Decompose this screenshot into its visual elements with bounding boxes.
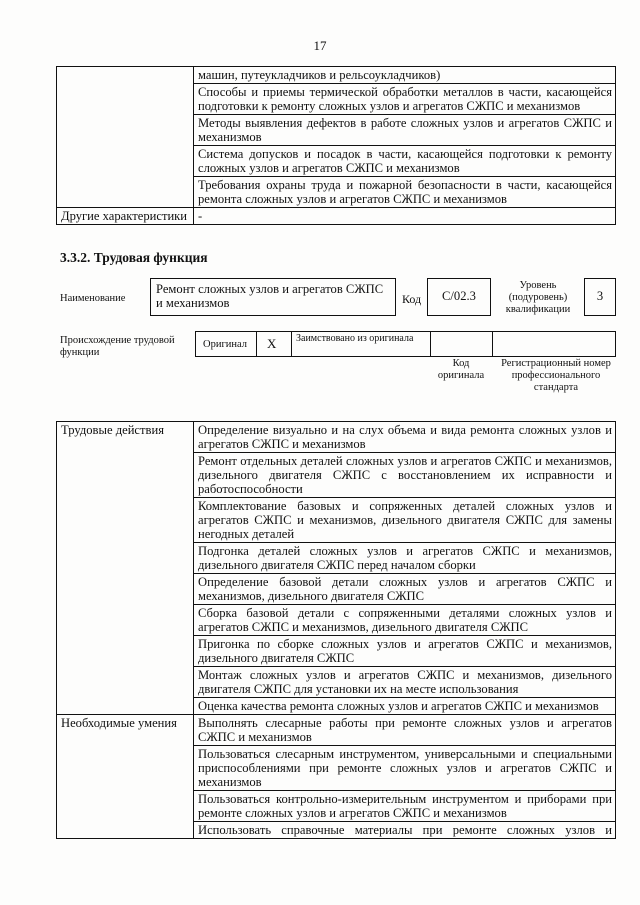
labor-function-table — [56, 421, 616, 839]
labor-action-item: Пригонка по сборке сложных узлов и агрегатов СЖПС и механизмов, дизельного двигателя СЖПС — [194, 636, 616, 667]
function-code-box: С/02.3 — [427, 278, 491, 316]
required-skills-label: Необходимые умения — [57, 715, 194, 839]
function-name-box: Ремонт сложных узлов и агрегатов СЖПС и механизмов — [150, 278, 396, 316]
skill-item: Выполнять слесарные работы при ремонте сложных узлов и агрегатов СЖПС и механизмов — [194, 715, 616, 746]
knowledge-item: Система допусков и посадок в части, касающейся подготовки к ремонту сложных узлов и агрегатов СЖПС и механизмов — [194, 146, 616, 177]
borrowed-cell — [291, 332, 431, 356]
knowledge-table — [56, 66, 616, 225]
level-value-box: 3 — [584, 278, 616, 316]
code-label: Код — [402, 292, 422, 306]
other-characteristics-value: - — [194, 208, 616, 225]
labor-actions-label: Трудовые действия — [57, 422, 194, 715]
knowledge-item: машин, путеукладчиков и рельсоукладчиков) — [194, 67, 616, 84]
skill-item: Пользоваться контрольно-измерительным инструментом и приборами при ремонте сложных узлов и агрегатов СЖПС и механизмов — [194, 791, 616, 822]
labor-action-item: Ремонт отдельных деталей сложных узлов и агрегатов СЖПС и механизмов, дизельного двигателя СЖПС с восстановлением их исправности и работоспособности — [194, 453, 616, 498]
original-mark: X — [267, 336, 277, 351]
labor-action-item: Определение визуально и на слух объема и вида ремонта сложных узлов и агрегатов СЖПС и механизмов — [194, 422, 616, 453]
original-label: Оригинал — [203, 339, 247, 350]
knowledge-item: Способы и приемы термической обработки металлов в части, касающейся подготовки к ремонту сложных узлов и агрегатов СЖПС и механизмов — [194, 84, 616, 115]
level-label: Уровень (подуровень) квалификации — [505, 280, 571, 315]
registration-number-caption: Регистрационный номер профессионального стандарта — [501, 358, 611, 393]
knowledge-item: Методы выявления дефектов в работе сложных узлов и агрегатов СЖПС и механизмов — [194, 115, 616, 146]
knowledge-label-cell — [57, 67, 194, 208]
original-mark-cell — [256, 332, 292, 356]
borrowed-label: Заимствовано из оригинала — [296, 333, 414, 344]
origin-code-cell — [430, 332, 493, 356]
other-characteristics-label: Другие характеристики — [57, 208, 194, 225]
name-label: Наименование — [60, 293, 126, 304]
labor-action-item: Оценка качества ремонта сложных узлов и агрегатов СЖПС и механизмов — [194, 698, 616, 715]
original-cell — [196, 332, 257, 356]
origin-row — [195, 331, 616, 357]
labor-action-item: Определение базовой детали сложных узлов и агрегатов СЖПС и механизмов, дизельного двигателя СЖПС — [194, 574, 616, 605]
section-title: 3.3.2. Трудовая функция — [60, 250, 208, 265]
labor-action-item: Монтаж сложных узлов и агрегатов СЖПС и механизмов, дизельного двигателя СЖПС для установки их на месте использования — [194, 667, 616, 698]
origin-code-caption: Код оригинала — [437, 358, 485, 381]
labor-action-item: Подгонка деталей сложных узлов и агрегатов СЖПС и механизмов, дизельного двигателя СЖПС перед началом сборки — [194, 543, 616, 574]
skill-item: Использовать справочные материалы при ремонте сложных узлов и — [194, 822, 616, 839]
origin-label: Происхождение трудовой функции — [60, 335, 175, 358]
origin-reg-cell — [492, 332, 615, 356]
skill-item: Пользоваться слесарным инструментом, универсальными и специальными приспособлениями при ремонте сложных узлов и агрегатов СЖПС и механизмов — [194, 746, 616, 791]
labor-action-item: Сборка базовой детали с сопряженными деталями сложных узлов и агрегатов СЖПС и механизмов, дизельного двигателя СЖПС — [194, 605, 616, 636]
page-number: 17 — [313, 38, 327, 53]
labor-action-item: Комплектование базовых и сопряженных деталей сложных узлов и агрегатов СЖПС и механизмов, дизельного двигателя СЖПС для замены негодных деталей — [194, 498, 616, 543]
knowledge-item: Требования охраны труда и пожарной безопасности в части, касающейся ремонта сложных узлов и агрегатов СЖПС и механизмов — [194, 177, 616, 208]
